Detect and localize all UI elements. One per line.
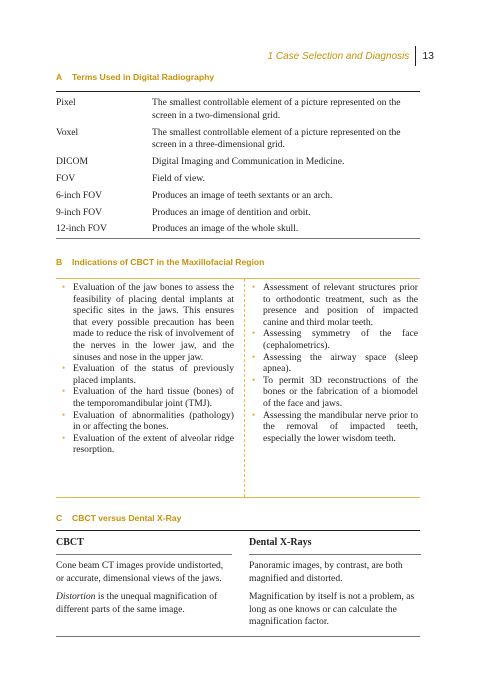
bullet-icon: • [62,282,66,292]
term-name: 12-inch FOV [56,223,107,235]
section-b-heading: Indications of CBCT in the Maxillofacial Region [72,257,265,267]
section-c-bottom-rule [56,636,420,637]
bullet-icon: • [252,409,256,420]
dental-xray-rule [249,554,421,555]
page-number: 13 [422,50,434,62]
indications-box [56,278,420,498]
indications-left-column [62,282,234,456]
dental-xray-column [249,537,421,634]
term-row [56,207,420,220]
dental-xray-paragraph-1: Panoramic images, by contrast, are both magnified and distorted. [249,560,403,584]
cbct-rule [56,554,232,555]
term-row [56,173,420,186]
term-name: 6-inch FOV [56,189,103,201]
term-row [56,190,420,203]
bullet-icon: • [62,432,66,443]
bullet-icon: • [252,374,256,385]
cbct-paragraph-2 [56,591,232,616]
section-a-title [56,72,214,82]
indication-item [62,386,234,409]
section-c-title [56,513,181,523]
running-head-title: 1 Case Selection and Diagnosis [267,50,410,62]
cbct-heading: CBCT [56,537,84,548]
indications-right-column [252,282,418,444]
term-row [56,156,420,169]
bullet-icon: • [62,409,66,420]
indication-text: Assessing symmetry of the face (cephalometrics). [263,328,418,351]
bullet-icon: • [62,363,66,374]
term-definition: The smallest controllable element of a picture represented on the screen in a two-dimensional grid. [152,97,401,121]
term-row [56,97,420,123]
indication-item [252,375,418,410]
indication-text: Assessing the mandibular nerve prior to the removal of impacted teeth, especially the lower wisdom teeth. [263,409,418,444]
indication-item [62,410,234,433]
term-name: DICOM [56,156,88,168]
column-divider [244,279,245,497]
indication-text: Evaluation of the status of previously placed implants. [73,363,234,386]
distortion-term: Distortion [56,591,96,603]
section-a-letter: A [56,72,63,82]
term-definition: Produces an image of dentition and orbit. [152,206,311,218]
term-definition: Produces an image of the whole skull. [152,223,299,235]
indication-text: Evaluation of the jaw bones to assess the feasibility of placing dental implants at specific sites in the jaws. This ensures that every possible precaution has been made to reduce the risk of involvement of the nerves in the lower jaw, and the sinuses and nose in the upper jaw. [73,282,234,363]
indication-item [62,282,234,363]
section-a-heading: Terms Used in Digital Radiography [72,72,215,82]
indication-text: Evaluation of abnormalities (pathology) in or affecting the bones. [73,409,234,433]
section-b-letter: B [56,257,63,267]
section-b-title [56,257,264,267]
running-head-divider [415,46,416,66]
section-c-letter: C [56,513,63,523]
section-a-top-rule [56,91,420,92]
cbct-paragraph-1: Cone beam CT images provide undistorted, or accurate, dimensional views of the jaws. [56,560,224,584]
bullet-icon: • [62,386,66,397]
term-row [56,223,420,236]
indication-item [62,433,234,456]
term-name: Pixel [56,97,76,108]
indication-text: Evaluation of the hard tissue (bones) of the temporomandibular joint (TMJ). [73,386,234,409]
dental-xray-paragraph-2: Magnification by itself is not a problem, as long as one knows or can calculate the magnification factor. [249,591,415,628]
bullet-icon: • [252,282,256,292]
section-c-heading: CBCT versus Dental X-Ray [72,513,182,523]
indication-text: Assessing the airway space (sleep apnea). [263,351,418,375]
section-c-top-rule [56,530,420,531]
section-a-bottom-rule [56,238,420,239]
running-head [268,46,434,66]
term-definition: The smallest controllable element of a picture represented on the screen in a three-dimensional grid. [152,126,401,151]
indication-text: To permit 3D reconstructions of the bones or the fabrication of a biomodel of the face and jaws. [263,374,418,409]
indication-text: Evaluation of the extent of alveolar ridge resorption. [73,432,234,456]
term-name: FOV [56,172,76,184]
terms-table [56,97,420,240]
term-definition: Produces an image of teeth sextants or an arch. [152,189,333,201]
term-name: Voxel [56,126,79,138]
indication-text: Assessment of relevant structures prior to orthodontic treatment, such as the presence and position of impacted canine and third molar teeth. [263,282,418,328]
term-definition: Digital Imaging and Communication in Medicine. [152,156,345,168]
indication-item [252,328,418,351]
term-definition: Field of view. [152,172,205,184]
term-name: 9-inch FOV [56,206,103,218]
indication-item [252,282,418,328]
distortion-definition: is the unequal magnification of different parts of the same image. [56,591,218,615]
indication-item [252,352,418,375]
term-row [56,127,420,153]
dental-xray-heading: Dental X-Rays [249,537,312,548]
cbct-column [56,537,232,622]
bullet-icon: • [252,351,256,362]
bullet-icon: • [252,328,256,339]
indication-item [252,410,418,445]
indication-item [62,363,234,386]
